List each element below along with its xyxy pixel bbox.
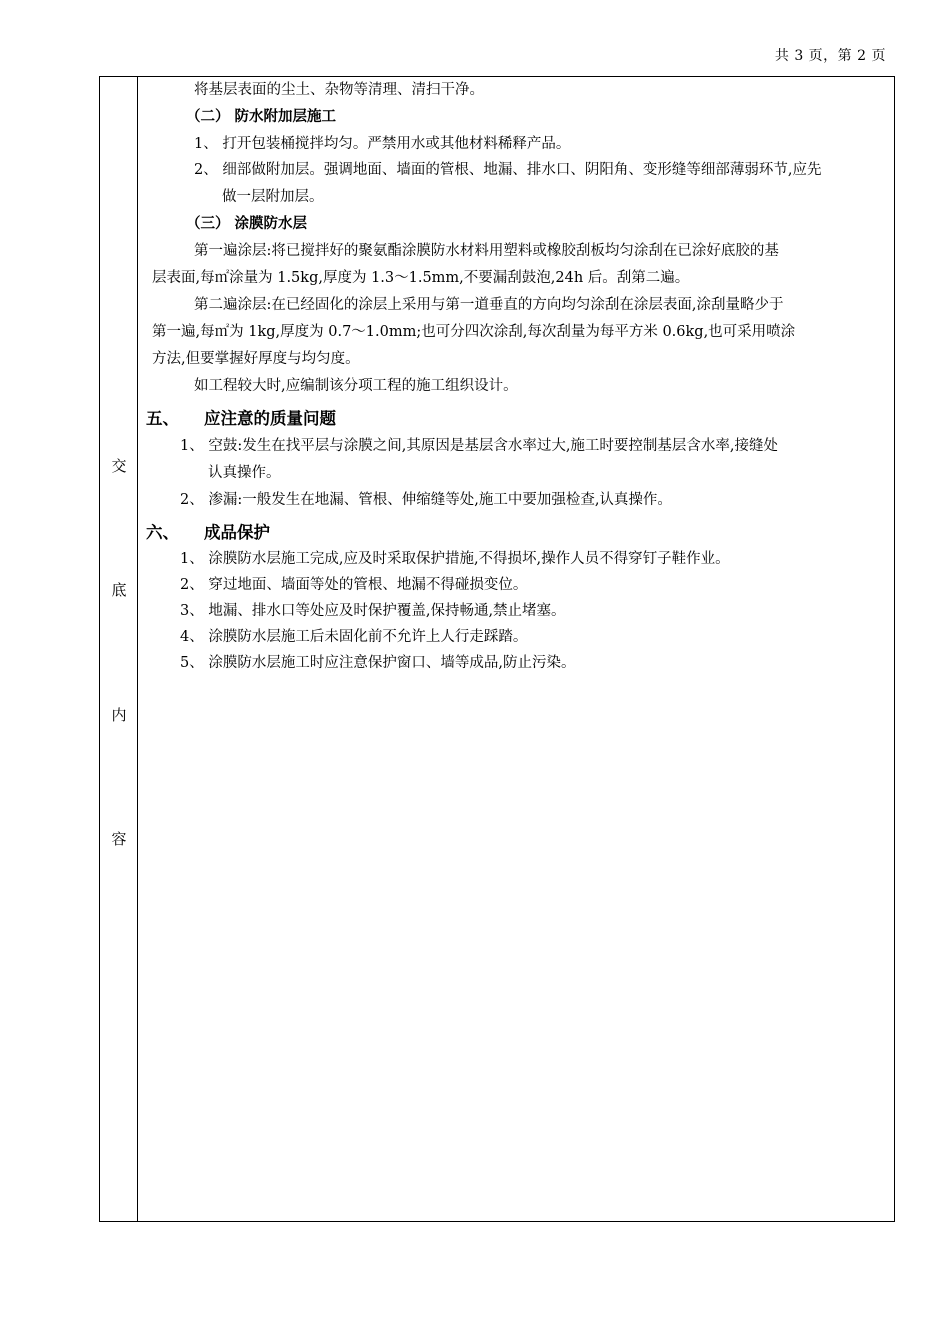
paragraph: 将基层表面的尘土、杂物等清理、清扫干净。 — [194, 82, 484, 98]
list-item: 1、 空鼓:发生在找平层与涂膜之间,其原因是基层含水率过大,施工时要控制基层含水率,接缝处 — [180, 438, 779, 454]
subsection-title: （三） 涂膜防水层 — [186, 215, 308, 232]
list-item: 2、 穿过地面、墙面等处的管根、地漏不得碰损变位。 — [180, 577, 528, 593]
list-item: 4、 涂膜防水层施工后未固化前不允许上人行走踩踏。 — [180, 629, 528, 645]
list-item-continuation: 做一层附加层。 — [222, 189, 324, 205]
paragraph: 如工程较大时,应编制该分项工程的施工组织设计。 — [194, 378, 518, 394]
section-number: 六、 — [146, 523, 179, 542]
side-label-char: 容 — [111, 830, 127, 848]
disclosure-table — [99, 76, 895, 1222]
list-item: 5、 涂膜防水层施工时应注意保护窗口、墙等成品,防止污染。 — [180, 655, 576, 671]
side-label-column — [100, 77, 138, 1221]
list-item-continuation: 认真操作。 — [208, 465, 281, 481]
section-title: 应注意的质量问题 — [204, 409, 336, 428]
side-label-char: 内 — [111, 706, 127, 724]
side-label-char: 底 — [111, 581, 127, 599]
paragraph: 第一遍涂层:将已搅拌好的聚氨酯涂膜防水材料用塑料或橡胶刮板均匀涂刮在已涂好底胶的基 — [194, 243, 779, 259]
list-item: 2、 细部做附加层。强调地面、墙面的管根、地漏、排水口、阴阳角、变形缝等细部薄弱环节,应先 — [194, 162, 822, 178]
list-item: 2、 渗漏:一般发生在地漏、管根、伸缩缝等处,施工中要加强检查,认真操作。 — [180, 492, 672, 508]
list-item: 1、 涂膜防水层施工完成,应及时采取保护措施,不得损坏,操作人员不得穿钉子鞋作业。 — [180, 551, 730, 567]
paragraph-continuation: 层表面,每㎡涂量为 1.5kg,厚度为 1.3～1.5mm,不要漏刮鼓泡,24h 后。刮第二遍。 — [152, 270, 690, 286]
list-item: 3、 地漏、排水口等处应及时保护覆盖,保持畅通,禁止堵塞。 — [180, 603, 566, 619]
subsection-title: （二） 防水附加层施工 — [186, 108, 337, 125]
paragraph-continuation: 方法,但要掌握好厚度与均匀度。 — [152, 351, 360, 367]
section-number: 五、 — [146, 409, 179, 428]
page-number: 共 3 页，第 2 页 — [774, 48, 886, 64]
paragraph: 第二遍涂层:在已经固化的涂层上采用与第一道垂直的方向均匀涂刮在涂层表面,涂刮量略少于 — [194, 297, 784, 313]
paragraph-continuation: 第一遍,每㎡为 1kg,厚度为 0.7～1.0mm;也可分四次涂刮,每次刮量为每平方米 0.6kg,也可采用喷涂 — [152, 324, 796, 340]
side-label-char: 交 — [111, 457, 127, 475]
list-item: 1、 打开包装桶搅拌均匀。严禁用水或其他材料稀释产品。 — [194, 136, 571, 152]
disclosure-content — [138, 77, 894, 1221]
section-title: 成品保护 — [204, 523, 270, 542]
